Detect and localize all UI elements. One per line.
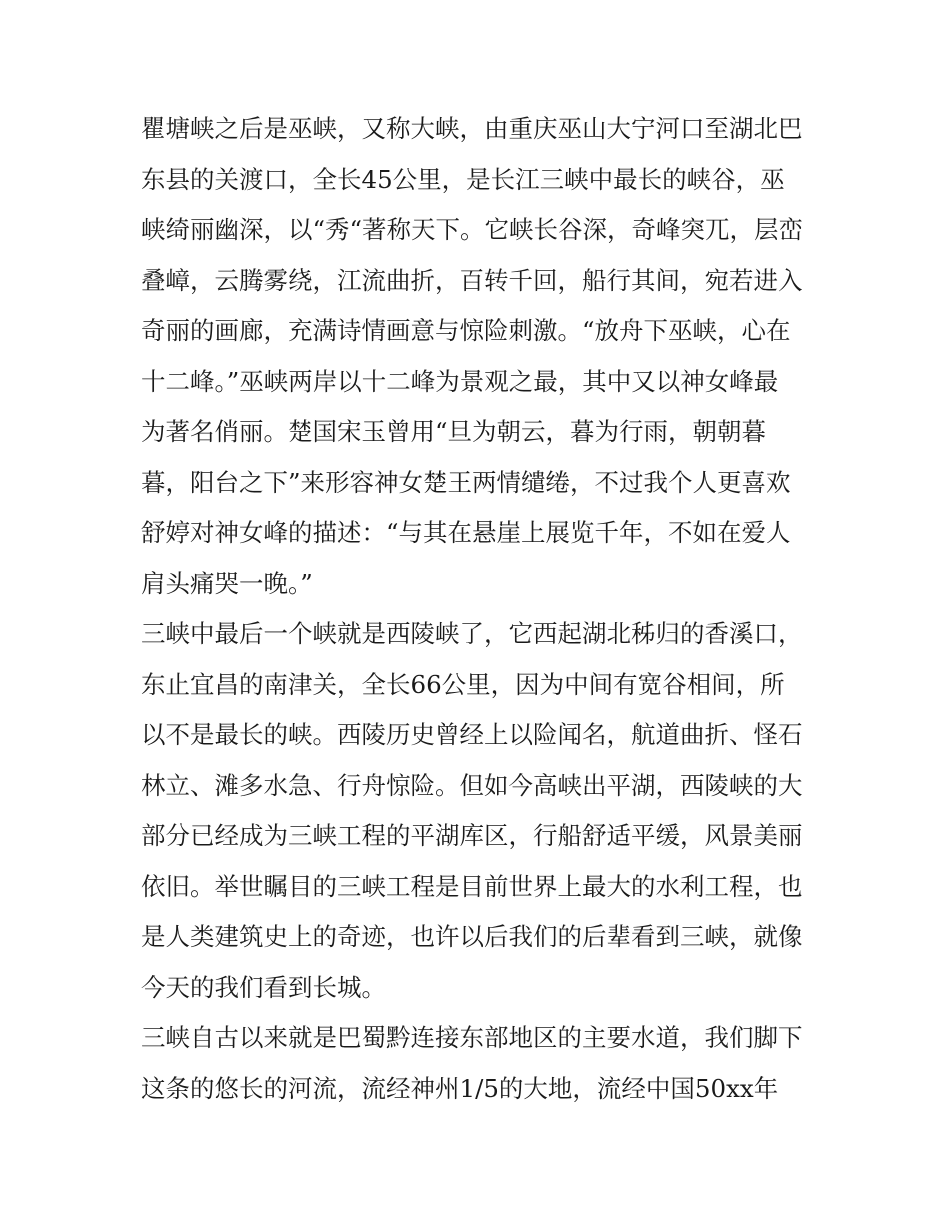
text-line: 舒婷对神女峰的描述：“与其在悬崖上展览千年，不如在爱人 [141,518,791,547]
text-line: 以不是最长的峡。西陵历史曾经上以险闻名，航道曲折、怪石 [141,720,803,749]
text-line: 三峡自古以来就是巴蜀黔连接东部地区的主要水道，我们脚下 [141,1023,803,1052]
text-line: 东县的关渡口，全长45公里，是长江三峡中最长的峡谷，巫 [141,164,785,194]
body-text [141,104,821,1114]
text-line: 是人类建筑史上的奇迹，也许以后我们的后辈看到三峡，就像 [141,922,803,951]
text-line: 奇丽的画廊，充满诗情画意与惊险刺激。“放舟下巫峡，心在 [141,316,791,345]
text-line: 东止宜昌的南津关，全长66公里，因为中间有宽谷相间，所 [141,669,785,699]
text-line: 肩头痛哭一晚。” [141,568,313,598]
text-line: 今天的我们看到长城。 [141,972,386,1002]
text-line: 三峡中最后一个峡就是西陵峡了，它西起湖北秭归的香溪口， [141,619,803,648]
text-line: 部分已经成为三峡工程的平湖库区，行船舒适平缓，风景美丽 [141,821,803,850]
text-line: 这条的悠长的河流，流经神州1/5的大地，流经中国50xx年 [141,1073,779,1103]
text-line: 为著名俏丽。楚国宋玉曾用“旦为朝云，暮为行雨，朝朝暮 [141,417,767,446]
text-line: 峡绮丽幽深，以“秀“著称天下。它峡长谷深，奇峰突兀，层峦 [141,215,804,244]
text-line: 依旧。举世瞩目的三峡工程是目前世界上最大的水利工程，也 [141,871,803,901]
text-line: 十二峰。”巫峡两岸以十二峰为景观之最，其中又以神女峰最 [141,366,779,396]
text-line: 叠嶂，云腾雾绕，江流曲折，百转千回，船行其间，宛若进入 [141,265,803,295]
text-line: 暮，阳台之下”来形容神女楚王两情缱绻，不过我个人更喜欢 [141,467,791,497]
text-line: 瞿塘峡之后是巫峡，又称大峡，由重庆巫山大宁河口至湖北巴 [141,114,803,143]
text-line: 林立、滩多水急、行舟惊险。但如今高峡出平湖，西陵峡的大 [141,770,803,800]
